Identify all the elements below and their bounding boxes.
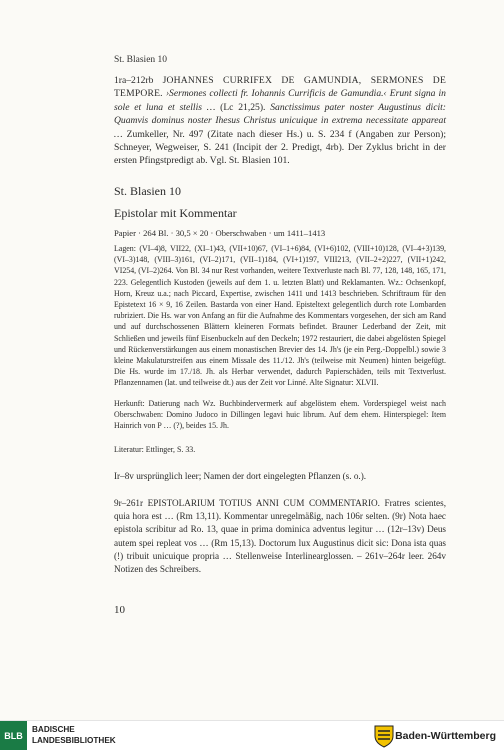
entry-citation: (Lc 21,25).	[220, 101, 266, 113]
entry-refs-1: Zumkeller, Nr. 497 (Zitate nach dieser Hs.) u. S. 234 f (Angaben zur Person);	[126, 128, 446, 140]
page-number: 10	[114, 604, 125, 616]
codicological-summary: Papier · 264 Bl. · 30,5 × 20 · Oberschwaben · um 1411–1413	[114, 228, 326, 238]
blb-name-line-2: LANDESBIBLIOTHEK	[32, 735, 116, 745]
blb-name-line-1: BADISCHE	[32, 725, 75, 734]
blb-name	[32, 725, 116, 746]
section-subtitle: Epistolar mit Kommentar	[114, 206, 237, 220]
entry-ref: 1ra–212rb	[114, 75, 154, 86]
section-title: St. Blasien 10	[114, 184, 182, 198]
bw-crest-icon	[373, 724, 395, 748]
provenance-note: Herkunft: Datierung nach Wz. Buchbindervermerk auf abgelöstem ehem. Vorderspiegel weist nach Oberschwaben: Domino Judoco in Dillingen legavi huic librum. Auf dem ehem. Hinterspiegel: Item Hainrich von P … (?), beides 15. Jh.	[114, 399, 446, 431]
physical-description: Lagen: (VI–4)8, VII22, (XI–1)43, (VII+10)67, (VI–1+6)84, (VI+6)102, (VIII+10)128, (VI–4+3)139, (VI–3)148, (VIII–3)161, (VI–2)171, (VII–1)184, (VI+1)197, VIII213, (VII–2+2)227, (VII+1)242, VI254, (VI–2)264. Von Bl. 34 nur Rest vorhanden, weitere Textverluste nach Bl. 77, 128, 148, 165, 171, 223. Gelegentlich Kustoden (jeweils auf dem 1. u. letzten Blatt) und Reklamanten. Wz.: Ochsenkopf, Horn, Kreuz u.a.; nach Piccard, Expertise, zwischen 1411 und 1413 beschrieben. Schriftraum für den Epistetext 16 × 9, 16 Zeilen. Bastarda von einer Hand. Episteltext gelegentlich durch rote Lombarden rubriziert. Die Hs. war von Anfang an für die Aufnahme des Kommentars vorgesehen, der sich am Rand und auf durchschossenen Blättern kleineren Formats befindet. Brauner Lederband der Zeit, mit Schließen und jeweils fünf Eisenbuckeln auf den Deckeln; 1972 restauriert, die dabei abgelösten Spiegel und Rückenverstärkungen aus einem monastischen Brevier des 14. Jh's (je ein Perg.-Doppelbl.) sowie 3 kleine Makulaturstreifen aus einem Missale des 11./12. Jh's (teilweise mit Neumen) hinten beigefügt. Die Hs. wurde im 17./18. Jh. als Herbar verwendet, dadurch Papierschäden, teils mit Textverlust. Pflanzennamen (lat. und teilweise dt.) aus der Zeit vor Linné. Alte Signatur: XLVII.	[114, 244, 446, 388]
literature-note: Literatur: Ettlinger, S. 33.	[114, 445, 196, 454]
blb-logo: BLB	[0, 721, 27, 750]
contents-item-2: 9r–261r EPISTOLARIUM TOTIUS ANNI CUM COMMENTARIO. Fratres scientes, quia hora est … (Rm 13,11). Kommentar unregelmäßig, nach 106r selten. (9r) Nota haec epistola scribitur ad Ro. 13, quae in prima dominica adventus legitur … (12r–13v) Deus autem spei repleat vos … (Rm 15,13). Doctorum lux Augustinus dicit sic: Dona ista quas (!) tribuit unicuique propria … Stellenweise Interlinearglossen. – 261v–264r leer. 264v Notizen des Schreibers.	[114, 498, 446, 575]
footer-bar	[0, 720, 504, 750]
entry-heading: JOHANNES CURRIFEX DE GAMUNDIA, SERMONES DE TEMPORE.	[114, 75, 446, 100]
previous-entry	[114, 74, 446, 168]
entry-quote: ›Sermones collecti fr. Iohannis Currificis de Gamundia.‹ Erunt signa in sole et luna et stellis …	[114, 88, 446, 113]
entry-quote-2: Sanctissimus pater noster Augustinus dicit: Quamvis dominus noster Ihesus Christus unicuique in extrema necessitate appareat …	[114, 101, 446, 140]
bw-label: Baden-Württemberg	[395, 730, 496, 742]
contents-item-1: Ir–8v ursprünglich leer; Namen der dort eingelegten Pflanzen (s. o.).	[114, 471, 367, 481]
running-header: St. Blasien 10	[114, 55, 168, 65]
entry-refs-2: Schneyer, Wegweiser, S. 241 (Incipit der 2. Predigt, 4rb). Der Zyklus bricht in der ersten Pfingstpredigt ab. Vgl. St. Blasien 101.	[114, 142, 446, 167]
